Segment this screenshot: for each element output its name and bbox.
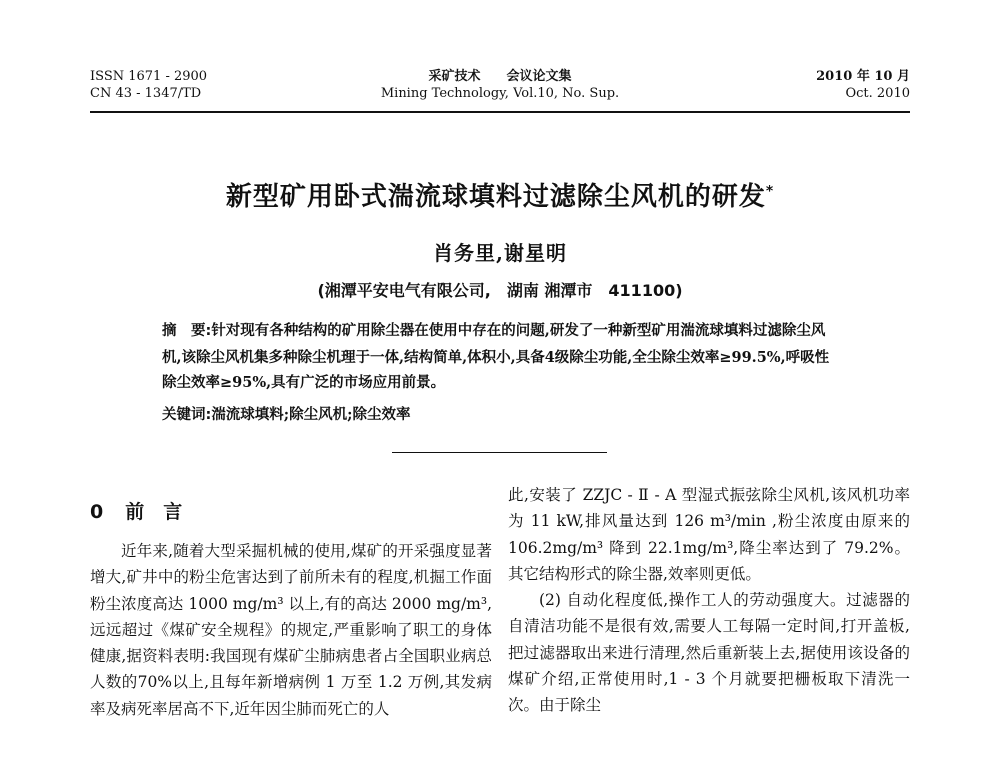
journal-cn: 采矿技术 会议论文集 bbox=[428, 69, 572, 84]
affiliation: (湘潭平安电气有限公司, 湖南 湘潭市 411100) bbox=[317, 281, 683, 300]
section-number: 0 bbox=[90, 501, 104, 523]
body-right-column bbox=[508, 482, 910, 719]
abstract-divider bbox=[392, 452, 607, 453]
title-footnote-mark: * bbox=[765, 183, 775, 200]
date-cn: 2010 年 10 月 bbox=[816, 69, 910, 84]
journal-en: Mining Technology, Vol.10, No. Sup. bbox=[380, 86, 620, 101]
body-left-column bbox=[90, 538, 492, 722]
abstract bbox=[162, 318, 842, 396]
header-center bbox=[320, 68, 680, 102]
keywords-label: 关键词: bbox=[162, 407, 212, 423]
section-title: 前 言 bbox=[125, 501, 183, 523]
issn-text: ISSN 1671 - 2900 bbox=[90, 69, 208, 84]
keywords bbox=[162, 402, 842, 429]
keywords-text: 湍流球填料;除尘风机;除尘效率 bbox=[211, 406, 411, 423]
body-paragraph: 近年来,随着大型采掘机械的使用,煤矿的开采强度显著增大,矿井中的粉尘危害达到了前所未有的程度,机掘工作面粉尘浓度高达 1000 mg/m³ 以上,有的高达 2000 mg/m³,远远超过《煤矿安全规程》的规定,严重影响了职工的身体健康,据资料表明:我国现有煤矿尘肺病患者占全国职业病总人数的70%以上,且每年新增病例 1 万至 1.2 万例,其发病率及病死率居高不下,近年因尘肺而死亡的人 bbox=[90, 542, 492, 718]
body-paragraph-2: (2) 自动化程度低,操作工人的劳动强度大。过滤器的自清洁功能不是很有效,需要人工每隔一定时间,打开盖板,把过滤器取出来进行清理,然后重新装上去,据使用该设备的煤矿介绍,正常使用时,1 - 3 个月就要把栅板取下清洗一次。由于除尘 bbox=[508, 591, 910, 715]
header-left bbox=[90, 68, 207, 102]
cn-text: CN 43 - 1347/TD bbox=[90, 86, 202, 101]
abstract-label: 摘 要: bbox=[162, 323, 212, 339]
header-right bbox=[816, 68, 910, 102]
abstract-text: 针对现有各种结构的矿用除尘器在使用中存在的问题,研发了一种新型矿用湍流球填料过滤除尘风机,该除尘风机集多种除尘机理于一体,结构简单,体积小,具备4级除尘功能,全尘除尘效率≥99.5%,呼吸性除尘效率≥95%,具有广泛的市场应用前景。 bbox=[162, 322, 830, 391]
date-en: Oct. 2010 bbox=[845, 86, 910, 101]
paper-title bbox=[90, 176, 910, 213]
section-heading bbox=[90, 497, 182, 524]
header-rule bbox=[90, 111, 910, 113]
title-text: 新型矿用卧式湍流球填料过滤除尘风机的研发 bbox=[225, 182, 766, 212]
body-paragraph-continued: 此,安装了 ZZJC - Ⅱ - A 型湿式振弦除尘风机,该风机功率为 11 kW,排风量达到 126 m³/min ,粉尘浓度由原来的 106.2mg/m³ 降到 22.1mg/m³,降尘率达到了 79.2%。其它结构形式的除尘器,效率则更低。 bbox=[508, 486, 910, 583]
authors: 肖务里,谢星明 bbox=[433, 241, 567, 265]
